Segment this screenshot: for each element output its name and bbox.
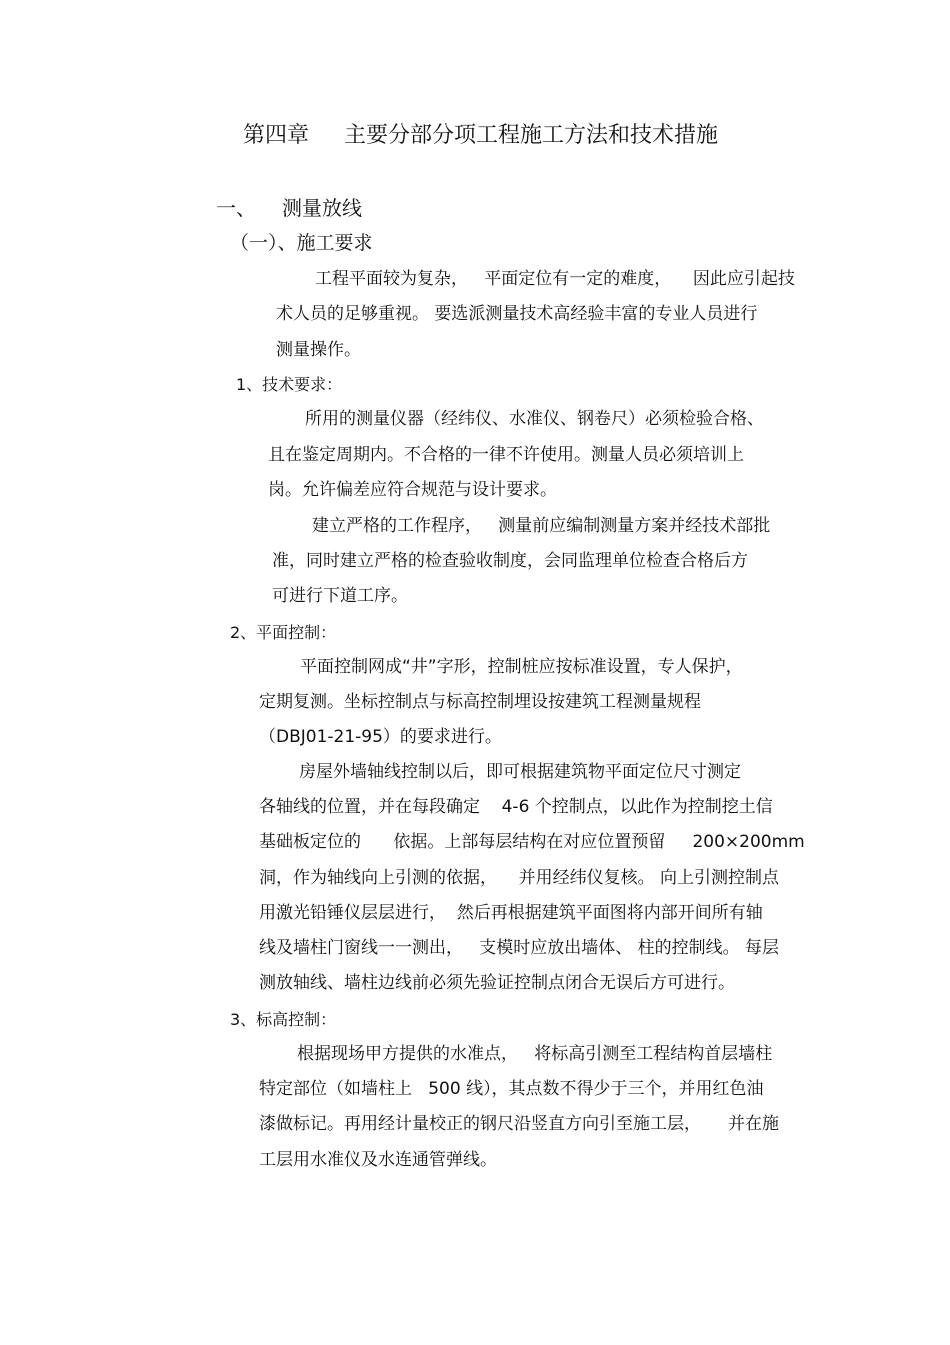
paragraph-line: 特定部位（如墙柱上 500 线），其点数不得少于三个，并用红色油 [259,1079,764,1099]
chapter-title: 主要分部分项工程施工方法和技术措施 [344,123,719,148]
chapter-number: 第四章 [243,123,310,148]
section-number: 一、 [216,196,256,220]
paragraph-line: 岗。允许偏差应符合规范与设计要求。 [268,480,557,500]
paragraph-line: 准，同时建立严格的检查验收制度，会同监理单位检查合格后方 [272,551,748,571]
paragraph-line: 可进行下道工序。 [272,586,408,606]
paragraph-line: 洞，作为轴线向上引测的依据， 并用经纬仪复核。 向上引测控制点 [259,868,780,888]
paragraph-line: 且在鉴定周期内。不合格的一律不许使用。测量人员必须培训上 [268,445,744,465]
paragraph-line: 用激光铅锤仪层层进行， 然后再根据建筑平面图将内部开间所有轴 [259,903,763,923]
paragraph-line: 工层用水准仪及水连通管弹线。 [259,1150,497,1170]
paragraph-line: 工程平面较为复杂， 平面定位有一定的难度， 因此应引起技 [315,269,795,289]
paragraph-line: 所用的测量仪器（经纬仪、水准仪、钢卷尺）必须检验合格、 [305,409,764,429]
paragraph-line: 房屋外墙轴线控制以后，即可根据建筑物平面定位尺寸测定 [299,762,741,782]
item-heading: 3、标高控制： [230,1010,337,1029]
paragraph-line: 平面控制网成“井”字形，控制桩应按标准设置，专人保护， [300,657,743,677]
paragraph-line: 漆做标记。再用经计量校正的钢尺沿竖直方向引至施工层， 并在施 [259,1114,780,1134]
section-title: 测量放线 [282,196,362,220]
item-heading: 1、技术要求： [236,375,343,394]
paragraph-line: 建立严格的工作程序， 测量前应编制测量方案并经技术部批 [312,516,771,536]
paragraph-line: 基础板定位的 依据。上部每层结构在对应位置预留 200×200mm [259,832,805,852]
paragraph-line: 测放轴线、墙柱边线前必须先验证控制点闭合无误后方可进行。 [259,973,735,993]
paragraph-line: 线及墙柱门窗线一一测出， 支模时应放出墙体、 柱的控制线。 每层 [259,938,780,958]
paragraph-line: 术人员的足够重视。 要选派测量技术高经验丰富的专业人员进行 [276,304,758,324]
subsection-heading: （一）、施工要求 [230,232,373,254]
paragraph-line: 各轴线的位置，并在每段确定 4-6 个控制点，以此作为控制挖土信 [259,797,773,817]
paragraph-line: （DBJ01-21-95）的要求进行。 [259,727,502,747]
paragraph-line: 测量操作。 [276,340,361,360]
paragraph-line: 定期复测。坐标控制点与标高控制埋设按建筑工程测量规程 [259,692,701,712]
item-heading: 2、平面控制： [230,623,337,642]
paragraph-line: 根据现场甲方提供的水准点， 将标高引测至工程结构首层墙柱 [297,1044,773,1064]
